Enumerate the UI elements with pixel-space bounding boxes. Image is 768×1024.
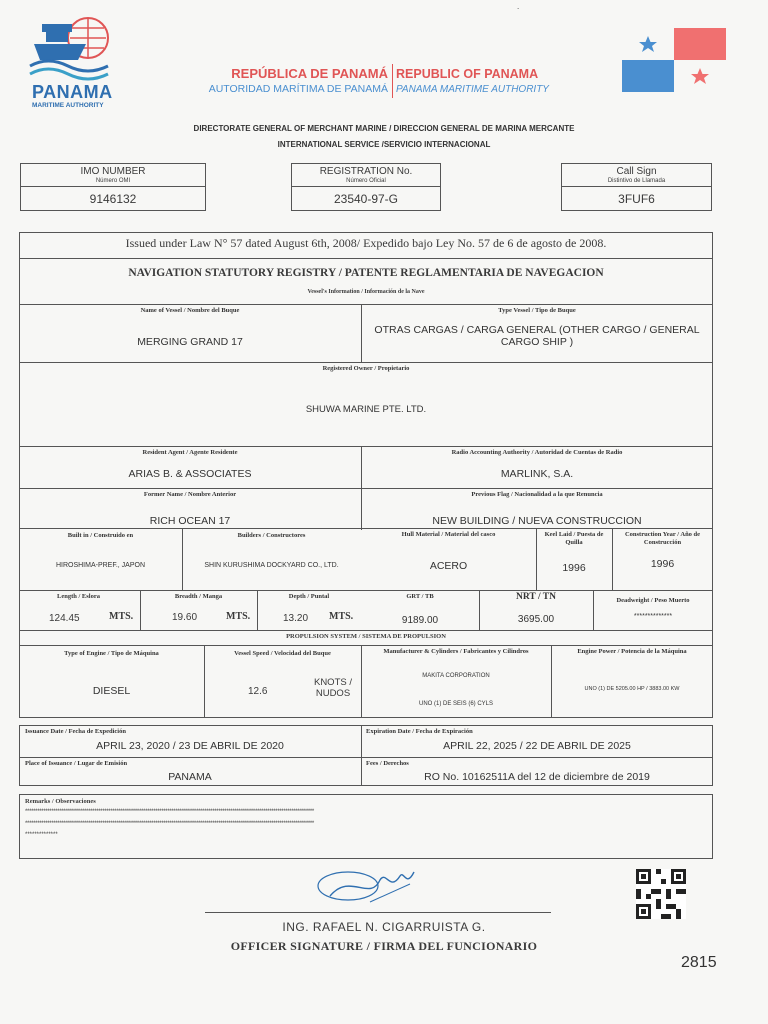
page-number: 2815 — [681, 954, 717, 971]
builders-cell — [182, 528, 361, 590]
previous-flag-cell — [361, 488, 713, 530]
former-name-cell — [19, 488, 361, 530]
keel-cell — [536, 528, 612, 590]
breadth-value: 19.60 — [172, 612, 198, 623]
remarks-line-2: ********************************************************************************************************************************************** — [25, 821, 314, 827]
ship-logo-icon — [28, 14, 120, 84]
builders-value: SHIN KURUSHIMA DOCKYARD CO., LTD. — [204, 562, 339, 569]
handwritten-signature — [310, 862, 430, 914]
construction-year-value: 1996 — [650, 558, 675, 570]
agent-value: ARIAS B. & ASSOCIATES — [128, 468, 252, 480]
place-cell — [19, 757, 361, 786]
length-value: 124.45 — [49, 613, 80, 624]
imo-value: 9146132 — [89, 192, 137, 206]
issued-law: Issued under Law N° 57 dated August 6th, 2008/ Expedido bajo Ley No. 57 de 6 de agosto de 2008. — [125, 236, 607, 250]
flag-icon — [622, 28, 726, 92]
radio-label: Radio Accounting Authority / Autoridad de Cuentas de Radio — [451, 449, 623, 456]
authority-es: AUTORIDAD MARÍTIMA DE PANAMÁ — [208, 83, 388, 95]
issuance-date-cell — [19, 725, 361, 757]
previous-flag-label: Previous Flag / Nacionalidad a la que Renuncia — [471, 491, 603, 498]
call-value: 3FUF6 — [618, 192, 655, 206]
republic-es: REPÚBLICA DE PANAMÁ — [231, 66, 388, 81]
issuance-date-label: Issuance Date / Fecha de Expedición — [25, 728, 126, 735]
service-title: INTERNATIONAL SERVICE /SERVICIO INTERNACIONAL — [277, 140, 491, 149]
imo-box — [20, 163, 206, 211]
cylinders-value: UNO (1) DE SEIS (6) CYLS — [418, 701, 493, 707]
signature-line — [205, 912, 551, 913]
deadweight-value: ************** — [633, 613, 673, 620]
authority-en: PANAMA MARITIME AUTHORITY — [396, 84, 549, 95]
vessel-name-cell — [19, 304, 361, 362]
fees-label: Fees / Derechos — [366, 760, 409, 767]
imo-label: IMO NUMBER — [80, 166, 146, 177]
officer-title: OFFICER SIGNATURE / FIRMA DEL FUNCIONARIO — [230, 939, 538, 953]
hull-label: Hull Material / Material del casco — [401, 531, 496, 538]
fees-cell — [361, 757, 713, 786]
radio-cell — [361, 446, 713, 488]
breadth-unit: MTS. — [226, 611, 251, 622]
agent-label: Resident Agent / Agente Residente — [142, 449, 238, 456]
hull-value: ACERO — [429, 560, 468, 572]
expiration-date-cell — [361, 725, 713, 757]
length-cell — [19, 590, 140, 630]
previous-flag-value: NEW BUILDING / NUEVA CONSTRUCCION — [432, 515, 642, 527]
reg-label: REGISTRATION No. — [319, 166, 413, 177]
grt-label: GRT / TB — [406, 593, 434, 600]
keel-value: 1996 — [562, 562, 586, 574]
header-divider — [392, 64, 393, 98]
republic-en: REPUBLIC OF PANAMA — [396, 67, 539, 81]
propulsion-title: PROPULSION SYSTEM / SISTEMA DE PROPULSION — [286, 633, 446, 640]
engine-power-cell — [551, 645, 713, 718]
engine-type-value: DIESEL — [92, 685, 131, 697]
engine-type-label: Type of Engine / Tipo de Máquina — [64, 650, 159, 657]
call-label: Call Sign — [616, 166, 657, 177]
radio-value: MARLINK, S.A. — [500, 468, 574, 480]
place-value: PANAMA — [168, 771, 212, 783]
owner-cell — [19, 362, 713, 446]
length-unit: MTS. — [109, 611, 134, 622]
expiration-date-label: Expiration Date / Fecha de Expiración — [366, 728, 473, 735]
qr-code-icon — [636, 869, 686, 919]
place-label: Place of Issuance / Lugar de Emisión — [25, 760, 128, 767]
engine-power-value: UNO (1) DE 5205.00 HP / 3883.00 KW — [584, 686, 680, 692]
manufacturer-cell — [361, 645, 551, 718]
directorate-title: DIRECTORATE GENERAL OF MERCHANT MARINE / DIRECCION GENERAL DE MARINA MERCANTE — [193, 124, 575, 133]
speed-unit: KNOTS / NUDOS — [313, 677, 352, 699]
issuance-date-value: APRIL 23, 2020 / 23 DE ABRIL DE 2020 — [96, 740, 284, 752]
deadweight-cell — [593, 590, 713, 630]
registration-box — [291, 163, 441, 211]
depth-label: Depth / Puntal — [288, 593, 330, 600]
owner-value: SHUWA MARINE PTE. LTD. — [305, 404, 427, 415]
nrt-cell — [479, 590, 593, 630]
depth-unit: MTS. — [329, 611, 354, 622]
logo-subtitle: MARITIME AUTHORITY — [32, 102, 104, 109]
imo-sublabel: Número OMI — [95, 178, 131, 184]
panama-flag — [622, 28, 726, 92]
breadth-cell — [140, 590, 257, 630]
length-label: Length / Eslora — [57, 593, 100, 600]
top-mark: . — [517, 2, 520, 11]
callsign-box — [561, 163, 712, 211]
grt-value: 9189.00 — [401, 615, 439, 626]
speed-label: Vessel Speed / Velocidad del Buque — [234, 650, 331, 657]
agent-cell — [19, 446, 361, 488]
manufacturer-value: MAKITA CORPORATION — [422, 673, 490, 679]
breadth-label: Breadth / Manga — [174, 593, 223, 600]
deadweight-label: Deadweight / Peso Muerto — [616, 597, 690, 604]
vessel-name-label: Name of Vessel / Nombre del Buque — [140, 307, 240, 314]
built-in-label: Built in / Construido en — [67, 532, 134, 539]
pma-logo — [28, 14, 120, 110]
built-in-value: HIROSHIMA-PREF., JAPON — [55, 562, 146, 569]
officer-name: ING. RAFAEL N. CIGARRUISTA G. — [282, 920, 486, 934]
keel-label: Keel Laid / Puesta de Quilla — [544, 531, 604, 546]
speed-value: 12.6 — [248, 686, 268, 697]
speed-cell — [204, 645, 361, 718]
reg-sublabel: Número Oficial — [346, 178, 386, 184]
cert-title: NAVIGATION STATUTORY REGISTRY / PATENTE REGLAMENTARIA DE NAVEGACION — [128, 267, 604, 279]
call-sublabel: Distintivo de Llamada — [607, 178, 666, 184]
former-name-label: Former Name / Nombre Anterior — [143, 491, 237, 498]
engine-power-label: Engine Power / Potencia de la Máquina — [577, 648, 687, 655]
depth-cell — [257, 590, 361, 630]
expiration-date-value: APRIL 22, 2025 / 22 DE ABRIL DE 2025 — [443, 740, 631, 752]
former-name-value: RICH OCEAN 17 — [149, 515, 231, 527]
manufacturer-label: Manufacturer & Cylinders / Fabricantes y Cilindros — [383, 648, 529, 655]
nrt-label: NRT / TN — [516, 592, 556, 602]
vessel-type-label: Type Vessel / Tipo de Buque — [498, 307, 576, 314]
remarks-box — [19, 794, 713, 859]
fees-value: RO No. 10162511A del 12 de diciembre de 2019 — [424, 771, 650, 783]
remarks-label: Remarks / Observaciones — [25, 798, 96, 805]
hull-cell — [361, 528, 536, 590]
engine-type-cell — [19, 645, 204, 718]
remarks-line-1: ********************************************************************************************************************************************** — [25, 809, 314, 815]
nrt-value: 3695.00 — [517, 614, 555, 625]
builders-label: Builders / Constructores — [237, 532, 306, 539]
vessel-info-label: Vessel's Information / Información de la Nave — [307, 289, 425, 295]
owner-label: Registered Owner / Propietario — [322, 365, 410, 372]
depth-value: 13.20 — [283, 613, 309, 624]
vessel-type-value: OTRAS CARGAS / CARGA GENERAL (OTHER CARGO / GENERAL CARGO SHIP ) — [374, 324, 700, 348]
construction-year-cell — [612, 528, 713, 590]
vessel-type-cell — [361, 304, 713, 362]
construction-year-label: Construction Year / Año de Construcción — [624, 531, 701, 546]
vessel-name-value: MERGING GRAND 17 — [137, 336, 243, 348]
reg-value: 23540-97-G — [333, 192, 399, 206]
built-in-cell — [19, 528, 182, 590]
remarks-line-3: ************** — [25, 832, 58, 838]
logo-title: PANAMA — [32, 82, 113, 102]
grt-cell — [361, 590, 479, 630]
